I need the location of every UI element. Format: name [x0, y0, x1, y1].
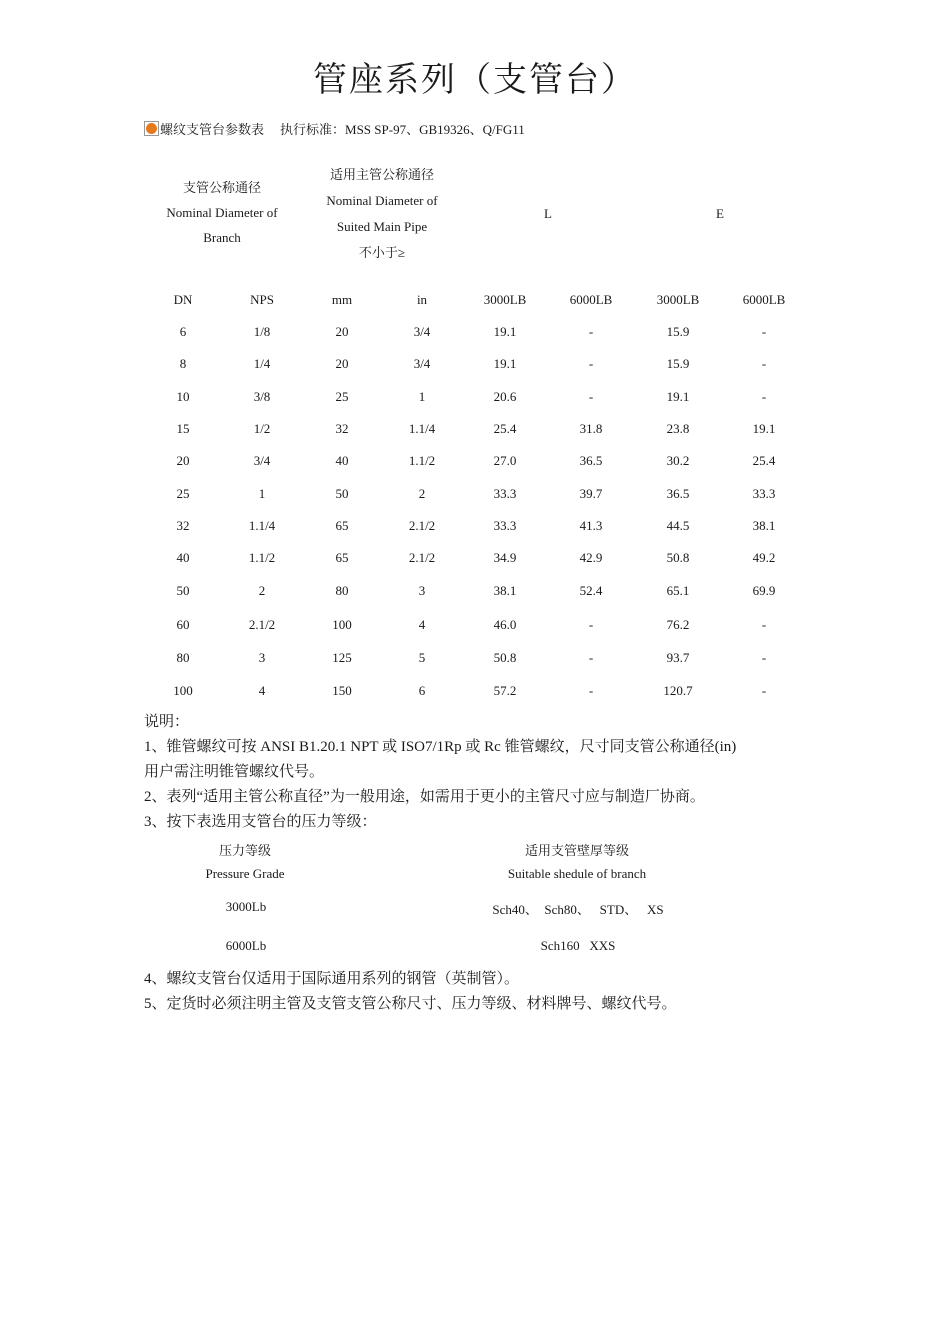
- table-cell: 19.1: [752, 421, 776, 436]
- note-3: 3、按下表选用支管台的压力等级：: [144, 814, 377, 830]
- table-cell: 49.2: [752, 550, 776, 565]
- table-cell: -: [588, 356, 594, 371]
- table-cell: -: [588, 617, 594, 632]
- pressure-row-2-grade: 6000Lb: [225, 938, 267, 953]
- table-cell: 65: [335, 550, 349, 565]
- page-title: 管座系列（支管台）: [313, 62, 637, 99]
- table-cell: 1: [258, 486, 266, 501]
- table-cell: 25.4: [752, 453, 776, 468]
- column-header: in: [416, 292, 428, 307]
- table-cell: 15: [176, 421, 190, 436]
- table-cell: 20: [176, 453, 190, 468]
- table-cell: 3/4: [253, 453, 271, 468]
- table-cell: 1.1/2: [248, 550, 276, 565]
- table-cell: 4: [418, 617, 426, 632]
- table-cell: 100: [332, 617, 352, 632]
- table-cell: 40: [176, 550, 190, 565]
- table-cell: 10: [176, 389, 190, 404]
- table-cell: 65.1: [666, 583, 690, 598]
- table-cell: -: [761, 683, 767, 698]
- table-cell: 5: [418, 650, 426, 665]
- header-branch-cn: 支管公称通径: [182, 180, 261, 195]
- table-cell: 19.1: [493, 324, 517, 339]
- header-main: [326, 162, 437, 266]
- table-cell: 20: [335, 324, 349, 339]
- column-header: 3000LB: [483, 292, 527, 307]
- header-L: L: [544, 206, 552, 221]
- note-1a: 1、锥管螺纹可按 ANSI B1.20.1 NPT 或 ISO7/1Rp 或 Rc 锥管螺纹，尺寸同支管公称通径(in): [144, 739, 737, 755]
- table-cell: 3/4: [413, 324, 431, 339]
- table-cell: 34.9: [493, 550, 517, 565]
- table-cell: 80: [335, 583, 349, 598]
- table-cell: 80: [176, 650, 190, 665]
- table-cell: 52.4: [579, 583, 603, 598]
- table-cell: 36.5: [666, 486, 690, 501]
- table-cell: 23.8: [666, 421, 690, 436]
- table-cell: 25: [176, 486, 190, 501]
- table-cell: 6: [418, 683, 426, 698]
- table-cell: 27.0: [493, 453, 517, 468]
- table-cell: -: [761, 617, 767, 632]
- table-cell: 1/4: [253, 356, 271, 371]
- table-cell: 41.3: [579, 518, 603, 533]
- header-branch-en1: Nominal Diameter of: [166, 205, 278, 220]
- column-header: mm: [331, 292, 353, 307]
- table-cell: -: [588, 324, 594, 339]
- header-branch-en2: Branch: [203, 230, 241, 245]
- note-2: 2、表列“适用主管公称直径”为一般用途，如需用于更小的主管尺寸应与制造厂协商。: [144, 789, 705, 805]
- table-cell: 1: [418, 389, 426, 404]
- pressure-grade-cn: 压力等级: [218, 843, 272, 858]
- table-cell: 1.1/2: [408, 453, 436, 468]
- table-cell: 65: [335, 518, 349, 533]
- column-header: 6000LB: [742, 292, 786, 307]
- table-cell: -: [761, 650, 767, 665]
- pressure-row-1-grade: 3000Lb: [225, 899, 267, 914]
- table-cell: 2.1/2: [408, 550, 436, 565]
- table-cell: 3: [258, 650, 266, 665]
- table-cell: -: [588, 389, 594, 404]
- table-cell: 50.8: [493, 650, 517, 665]
- column-header: 6000LB: [569, 292, 613, 307]
- note-4: 4、螺纹支管台仅适用于国际通用系列的钢管（英制管）。: [144, 971, 520, 987]
- table-cell: 33.3: [493, 518, 517, 533]
- table-cell: 69.9: [752, 583, 776, 598]
- table-cell: 60: [176, 617, 190, 632]
- table-cell: 2.1/2: [248, 617, 276, 632]
- table-cell: 1.1/4: [248, 518, 276, 533]
- caption-text: 螺纹支管台参数表: [160, 122, 265, 137]
- table-cell: 42.9: [579, 550, 603, 565]
- table-cell: 25: [335, 389, 349, 404]
- table-cell: 32: [176, 518, 190, 533]
- table-cell: 50: [335, 486, 349, 501]
- table-cell: 25.4: [493, 421, 517, 436]
- header-E: E: [716, 206, 724, 221]
- column-header: 3000LB: [656, 292, 700, 307]
- table-cell: 46.0: [493, 617, 517, 632]
- table-cell: 38.1: [752, 518, 776, 533]
- table-cell: 36.5: [579, 453, 603, 468]
- table-cell: 39.7: [579, 486, 603, 501]
- table-cell: 57.2: [493, 683, 517, 698]
- table-cell: 125: [332, 650, 352, 665]
- column-header: DN: [173, 292, 193, 307]
- pressure-grade-en: Pressure Grade: [205, 866, 285, 881]
- table-cell: 4: [258, 683, 266, 698]
- table-cell: 6: [179, 324, 187, 339]
- table-cell: -: [588, 650, 594, 665]
- table-cell: 150: [332, 683, 352, 698]
- table-cell: 50.8: [666, 550, 690, 565]
- table-cell: 30.2: [666, 453, 690, 468]
- table-cell: 93.7: [666, 650, 690, 665]
- column-header: NPS: [250, 292, 274, 307]
- table-cell: 19.1: [666, 389, 690, 404]
- table-cell: 38.1: [493, 583, 517, 598]
- table-cell: 40: [335, 453, 349, 468]
- table-cell: 19.1: [493, 356, 517, 371]
- table-cell: 3/4: [413, 356, 431, 371]
- table-cell: -: [761, 356, 767, 371]
- header-main-cn: 适用主管公称通径: [329, 167, 434, 182]
- wall-grade-cn: 适用支管壁厚等级: [524, 843, 630, 858]
- table-cell: 32: [335, 421, 349, 436]
- table-cell: 3: [418, 583, 426, 598]
- table-cell: 2: [258, 583, 266, 598]
- pressure-row-2-schedule: Sch160 XXS: [540, 938, 616, 953]
- table-cell: 2.1/2: [408, 518, 436, 533]
- header-branch: [166, 175, 277, 250]
- header-main-en2: Suited Main Pipe: [336, 219, 428, 234]
- notes-heading: 说明：: [144, 714, 190, 730]
- header-main-en1: Nominal Diameter of: [326, 193, 438, 208]
- table-cell: -: [588, 683, 594, 698]
- table-cell: -: [761, 389, 767, 404]
- table-cell: 44.5: [666, 518, 690, 533]
- table-cell: -: [761, 324, 767, 339]
- table-cell: 15.9: [666, 324, 690, 339]
- table-cell: 33.3: [493, 486, 517, 501]
- pressure-row-1-schedule: Sch40、 Sch80、 STD、 XS: [492, 902, 664, 917]
- table-caption: [144, 119, 525, 138]
- standard-text: 执行标准：MSS SP-97、GB19326、Q/FG11: [280, 122, 525, 137]
- table-cell: 20.6: [493, 389, 517, 404]
- table-cell: 3/8: [253, 389, 271, 404]
- wall-grade-en: Suitable shedule of branch: [507, 866, 647, 881]
- table-cell: 120.7: [663, 683, 693, 698]
- table-cell: 100: [173, 683, 193, 698]
- table-cell: 50: [176, 583, 190, 598]
- table-cell: 2: [418, 486, 426, 501]
- table-cell: 1.1/4: [408, 421, 436, 436]
- table-cell: 1/2: [253, 421, 271, 436]
- table-cell: 1/8: [253, 324, 271, 339]
- table-cell: 20: [335, 356, 349, 371]
- table-cell: 76.2: [666, 617, 690, 632]
- bullet-icon: [144, 121, 159, 136]
- header-main-cn2: 不小于≥: [358, 245, 406, 260]
- table-cell: 8: [179, 356, 187, 371]
- table-cell: 31.8: [579, 421, 603, 436]
- table-cell: 33.3: [752, 486, 776, 501]
- note-5: 5、定货时必须注明主管及支管支管公称尺寸、压力等级、材料牌号、螺纹代号。: [144, 996, 677, 1012]
- note-1b: 用户需注明锥管螺纹代号。: [144, 764, 325, 780]
- table-cell: 15.9: [666, 356, 690, 371]
